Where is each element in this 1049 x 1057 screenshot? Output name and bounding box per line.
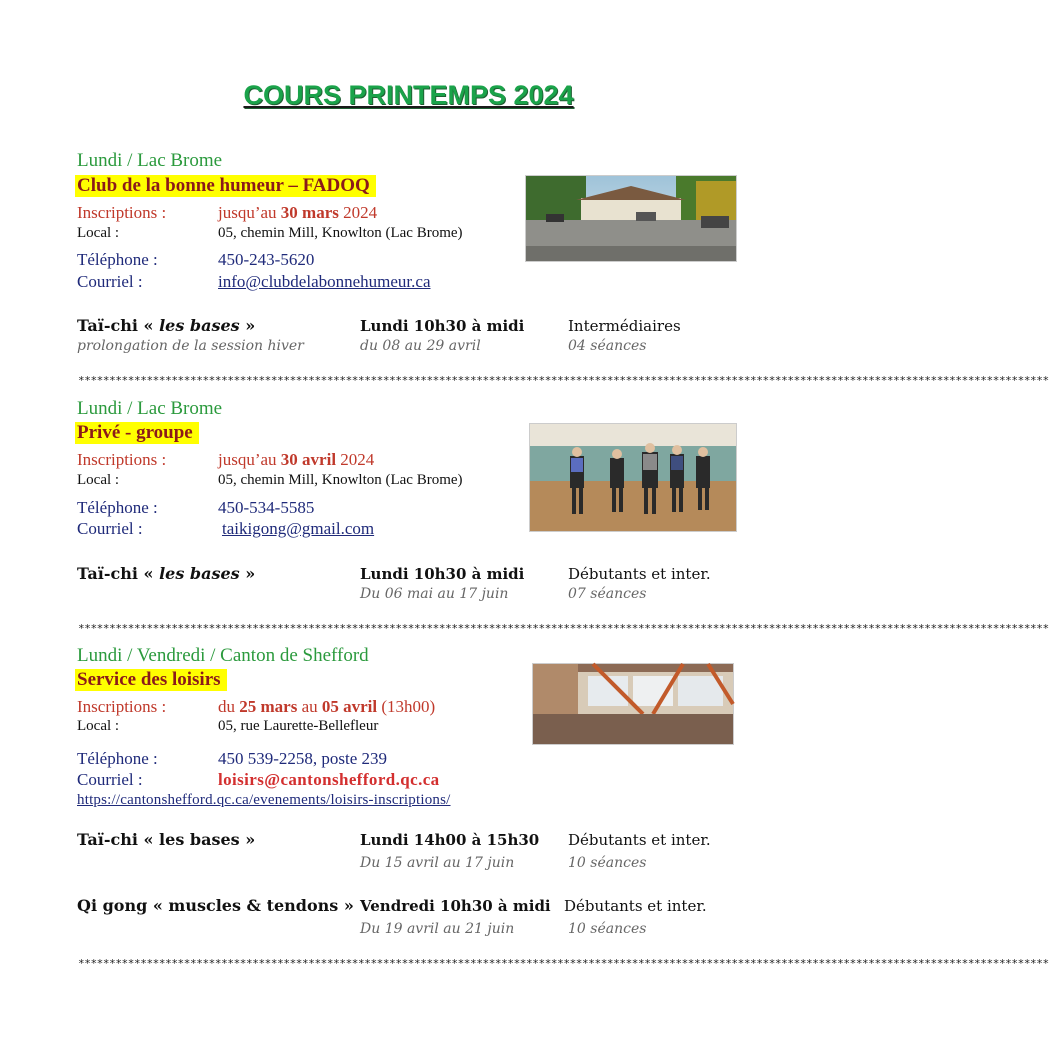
section-2-phone-label: Téléphone : [77,498,158,517]
section-3-local-value: 05, rue Laurette-Bellefleur [218,718,379,734]
section-2-inscriptions-label: Inscriptions : [77,450,167,469]
community-hall-photo [532,663,734,745]
section-1-organization: Club de la bonne humeur – FADOQ [75,175,376,197]
section-2-local-label: Local : [77,472,120,488]
section-3-course-1-name: Taï-chi « les bases » [77,830,256,849]
section-1-email-link[interactable]: info@clubdelabonnehumeur.ca [218,272,431,291]
section-2-course-1-level: Débutants et inter. [568,565,711,583]
section-3-course-2-sessions: 10 séances [568,921,647,937]
separator-1: ************************************************************************************************************************************************************ [78,374,1049,387]
section-2-organization: Privé - groupe [75,422,199,444]
section-1-course-1-level: Intermédiaires [568,317,681,335]
section-2-local-value: 05, chemin Mill, Knowlton (Lac Brome) [218,472,463,488]
section-1-course-1-note: prolongation de la session hiver [77,338,304,354]
section-3-organization: Service des loisirs [75,669,227,691]
section-2-course-1-sessions: 07 séances [568,586,647,602]
section-3-course-1-schedule: Lundi 14h00 à 15h30 [360,831,540,849]
section-3-website-link[interactable]: https://cantonshefford.qc.ca/evenements/loisirs-inscriptions/ [77,792,451,808]
section-1-inscriptions-label: Inscriptions : [77,203,167,222]
club-building-photo [525,175,737,262]
section-2-course-1-schedule: Lundi 10h30 à midi [360,565,525,583]
section-1-inscriptions-value: jusqu’au 30 mars 2024 [218,203,378,222]
section-3-email-link[interactable]: loisirs@cantonshefford.qc.ca [218,770,440,789]
section-2-day-location: Lundi / Lac Brome [77,398,223,419]
section-1-course-1-sessions: 04 séances [568,338,647,354]
section-3-phone-label: Téléphone : [77,749,158,768]
section-1-local-value: 05, chemin Mill, Knowlton (Lac Brome) [218,225,463,241]
section-3-course-2-schedule: Vendredi 10h30 à midi [360,897,551,915]
section-1-course-1-name: Taï-chi « les bases » [77,316,256,335]
section-3-course-1-sessions: 10 séances [568,855,647,871]
section-3-phone-value: 450 539-2258, poste 239 [218,749,388,768]
section-1-phone-value: 450-243-5620 [218,250,315,269]
section-1-local-label: Local : [77,225,120,241]
section-2-inscriptions-value: jusqu’au 30 avril 2024 [218,450,375,469]
group-class-photo [529,423,737,532]
section-1-course-1-dates: du 08 au 29 avril [360,338,481,354]
section-1-day-location: Lundi / Lac Brome [77,150,223,171]
section-3-inscriptions-value: du 25 mars au 05 avril (13h00) [218,697,436,716]
section-2-email-label: Courriel : [77,519,143,538]
section-3-course-2-level: Débutants et inter. [564,897,707,915]
section-2-email-link[interactable]: taikigong@gmail.com [222,519,375,538]
section-3-local-label: Local : [77,718,120,734]
section-2-phone-value: 450-534-5585 [218,498,315,517]
section-1-email-label: Courriel : [77,272,143,291]
separator-2: ************************************************************************************************************************************************************ [78,622,1049,635]
section-3-inscriptions-label: Inscriptions : [77,697,167,716]
section-2-course-1-dates: Du 06 mai au 17 juin [360,586,509,602]
section-3-course-2-dates: Du 19 avril au 21 juin [360,921,515,937]
separator-3: ************************************************************************************************************************************************************ [78,957,1049,970]
section-3-course-2-name: Qi gong « muscles & tendons » [77,896,354,915]
section-3-day-location: Lundi / Vendredi / Canton de Shefford [77,645,369,666]
section-3-course-1-level: Débutants et inter. [568,831,711,849]
section-1-course-1-schedule: Lundi 10h30 à midi [360,317,525,335]
section-3-course-1-dates: Du 15 avril au 17 juin [360,855,515,871]
section-2-course-1-name: Taï-chi « les bases » [77,564,256,583]
page-title: COURS PRINTEMPS 2024 [243,80,574,110]
section-3-email-label: Courriel : [77,770,143,789]
section-1-phone-label: Téléphone : [77,250,158,269]
